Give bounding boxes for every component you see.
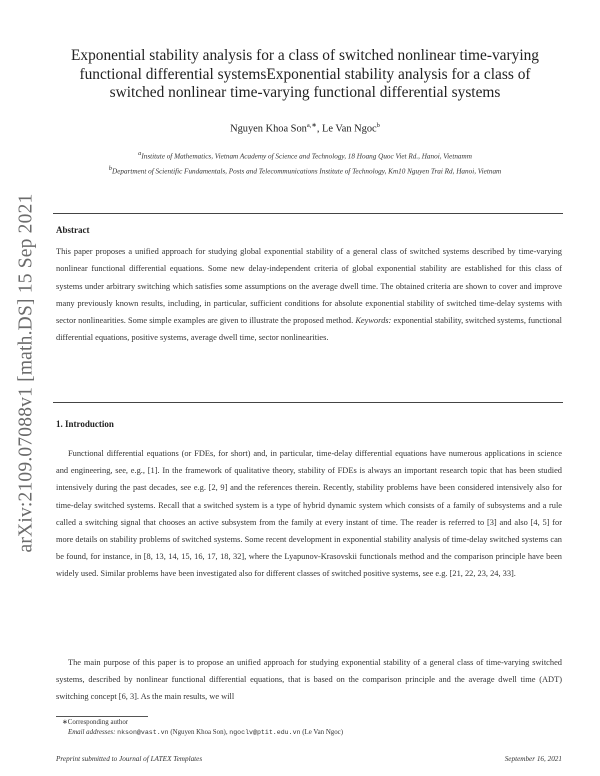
footer-date: September 16, 2021	[504, 755, 562, 763]
email-owner: (Nguyen Khoa Son),	[168, 729, 230, 736]
affiliation-a	[76, 149, 534, 161]
abstract-top-rule	[53, 213, 563, 214]
abstract-body	[56, 243, 562, 347]
keywords-text: exponential stability, switched systems, functional differential equations, positive systems, average dwell time, sector nonlinearities.	[56, 316, 563, 343]
affiliation-b	[76, 164, 534, 176]
affiliation-text: Institute of Mathematics, Vietnam Academy of Science and Technology, 18 Hoang Quoc Viet Rd., Hanoi, Vietnamm	[141, 152, 472, 161]
abstract-bottom-rule	[53, 402, 563, 403]
author-list	[70, 121, 540, 134]
email-label: Email addresses:	[68, 729, 116, 736]
footer-preprint: Preprint submitted to Journal of LATEX Templates	[56, 755, 203, 763]
author-marks: b	[376, 122, 380, 129]
keywords-label: Keywords:	[355, 316, 392, 326]
affiliation-mark: a	[138, 150, 142, 157]
email-link[interactable]: nkson@vast.vn	[117, 729, 169, 736]
footnote-corresponding: ∗Corresponding author	[62, 719, 129, 726]
email-owner: (Le Van Ngoc)	[300, 729, 344, 736]
email-link[interactable]: ngoclv@ptit.edu.vn	[229, 729, 301, 736]
abstract-heading: Abstract	[56, 225, 90, 235]
paper-title: Exponential stability analysis for a class of switched nonlinear time-varying functional differential systemsExponential stability analysis for a class of switched nonlinear time-varying functional differential systems	[70, 47, 539, 101]
affiliation-mark: b	[108, 165, 112, 172]
footnote-emails	[68, 728, 568, 738]
intro-paragraph-1: Functional differential equations (or FDEs, for short) and, in particular, time-delay differential equations have numerous applications in science and engineering, see, e.g., [1]. In the framework of qualitative theory, stability of FDEs is always an important research topic that has been studied intensively during the past decades, see e.g. [2, 9] and the references therein. Recently, stability problems have been considered intensively also for time-delay switched systems. Recall that a switched system is a type of hybrid dynamic system which consists of a family of subsystems and a rule called a switching signal that chooses an active subsystem from the family at every instant of time. The reader is referred to [3] and also [4, 5] for more details on stability problems of switched systems. Some recent development in exponential stability analysis of time-delay switched systems can be found, for instance, in [8, 13, 14, 15, 16, 17, 18, 32], where the Lyapunov-Krasovskii functionals method and the comparison principle have been widely used. Similar problems have been investigated also for different classes of switched positive systems, see e.g. [21, 22, 23, 24, 33].	[56, 449, 562, 579]
section-heading: 1. Introduction	[56, 419, 114, 429]
author-separator: ,	[316, 123, 323, 135]
author-name: Le Van Ngoc	[322, 123, 377, 135]
affiliation-text: Department of Scientific Fundamentals, Posts and Telecommunications Institute of Technology, Km10 Nguyen Trai Rd, Hanoi, Vietnam	[112, 167, 502, 176]
author-name: Nguyen Khoa Son	[230, 123, 307, 135]
intro-paragraph-2: The main purpose of this paper is to propose an unified approach for studying exponential stability of a general class of time-varying switched systems, described by nonlinear functional differential equations, that is based on the comparison principle and the average dwell time (ADT) switching concept [6, 3]. As the main results, we will	[56, 658, 562, 702]
footnote-rule	[56, 716, 148, 717]
arxiv-sidebar	[12, 175, 40, 570]
arxiv-identifier: arXiv:2109.07088v1 [math.DS] 15 Sep 2021	[15, 193, 37, 552]
abstract-text: This paper proposes a unified approach for studying global exponential stability of a general class of switched systems described by time-varying nonlinear functional differential equations. Some new delay-independent criteria of global exponential stability are established for this class of systems under arbitrary switching which satisfies some assumptions on the average dwell time. The obtained criteria are shown to cover and improve many previously known results, including, in particular, sufficient conditions for absolute exponential stability of switched time-delay systems with sector nonlinearities. Some simple examples are given to illustrate the proposed method.	[56, 247, 562, 326]
author-marks: a,∗	[306, 122, 317, 129]
